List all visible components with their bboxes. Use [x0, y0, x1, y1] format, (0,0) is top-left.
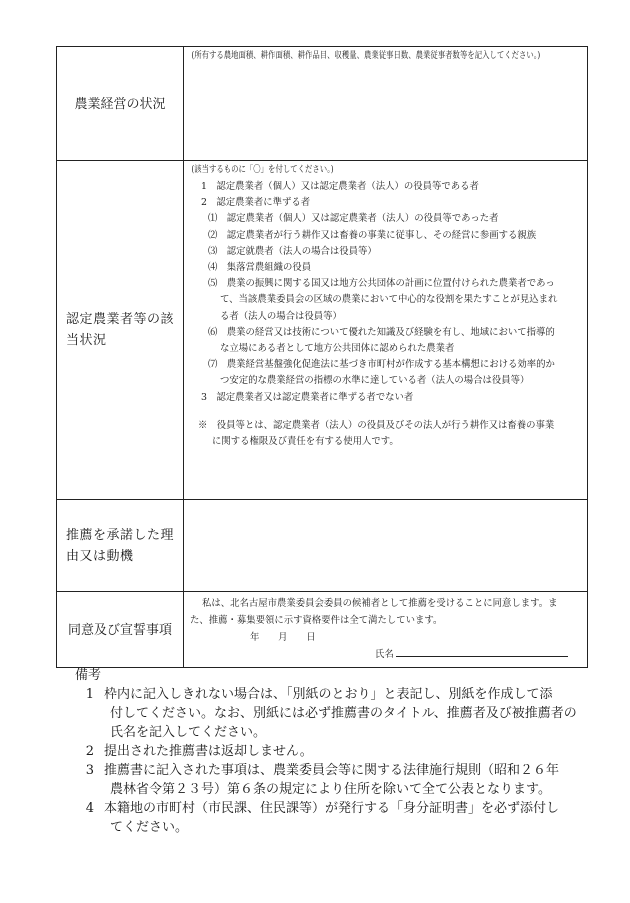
farm-status-label-cell: [57, 47, 184, 161]
name-input-line[interactable]: [396, 646, 568, 657]
remark-3-line2: 農林省令第２３号）第６条の規定により住所を除いて全て公表となります。: [110, 782, 551, 797]
consent-label: 同意及び宣誓事項: [67, 622, 172, 638]
certified-option-2: 2 認定農業者に準ずる者: [201, 197, 311, 209]
remark-3-number: 3: [85, 763, 94, 778]
remark-2-number: 2: [85, 744, 94, 759]
consent-body: [184, 592, 587, 663]
remarks-title: 備考: [75, 668, 102, 683]
remark-3: [66, 761, 606, 799]
remark-1-line1: 枠内に記入しきれない場合は、「別紙のとおり」と表記し、別紙を作成して添: [104, 687, 553, 702]
name-label: 氏名: [375, 649, 394, 660]
remark-3-line1: 推薦書に記入された事項は、農業委員会等に関する法律施行規則（昭和２６年: [104, 763, 560, 778]
remark-2-line1: 提出された推薦書は返却しません。: [104, 744, 313, 759]
certified-label-cell: [57, 161, 184, 500]
farm-status-note: (所有する農地面積、耕作面積、耕作品目、収穫量、農業従事日数、農業従事者数等を記入してください。): [191, 51, 541, 61]
consent-name-line: [190, 646, 581, 663]
remarks-section: [66, 666, 606, 837]
certified-sub-6: ⑹ 農業の経営又は技術について優れた知識及び経験を有し、地域において指導的: [208, 326, 555, 338]
reason-label-line2: 由又は動機: [65, 548, 134, 564]
certified-sub-4: ⑷ 集落営農組織の役員: [208, 262, 312, 274]
reason-label-cell: [57, 500, 184, 592]
remark-1: [66, 685, 606, 742]
farm-status-row: [57, 47, 588, 161]
certified-sub-5-cont2: る者（法人の場合は役員等）: [220, 310, 342, 322]
certified-label-line1: 認定農業者等の該: [65, 312, 174, 327]
remark-1-number: 1: [85, 687, 94, 702]
certified-row: [57, 161, 588, 500]
certified-note: (該当するものに「〇」を付してください。): [191, 165, 334, 175]
officer-note-line1: ※ 役員等とは、認定農業者（法人）の役員及びその法人が行う耕作又は畜養の事業: [198, 419, 555, 431]
certified-sub-2: ⑵ 認定農業者が行う耕作又は畜養の事業に従事し、その経営に参画する親族: [208, 229, 537, 241]
farm-status-label: 農業経営の状況: [74, 96, 166, 112]
remark-1-line3: 氏名を記入してください。: [110, 725, 267, 740]
recommendation-form-table: [56, 46, 588, 668]
certified-option-1: 1 認定農業者（個人）又は認定農業者（法人）の役員等である者: [201, 181, 479, 192]
certified-label-line2: 当状況: [65, 333, 107, 348]
reason-label-line1: 推薦を承諾した理: [65, 527, 174, 543]
consent-date[interactable]: 年 月 日: [250, 632, 316, 643]
farm-status-field[interactable]: [184, 47, 588, 161]
remark-1-line2: 付してください。なお、別紙には必ず推薦書のタイトル、推薦者及び被推薦者の: [110, 706, 577, 721]
certified-sub-6-cont: な立場にある者として地方公共団体に認められた農業者: [220, 343, 455, 355]
remark-4-line2: てください。: [110, 820, 189, 835]
consent-text-line1: 私は、北名古屋市農業委員会委員の候補者として推薦を受けることに同意します。ま: [202, 598, 558, 609]
certified-option-3: 3 認定農業者又は認定農業者に準ずる者でない者: [201, 391, 414, 403]
officer-note-line2: に関する権限及び責任を有する使用人です。: [212, 436, 399, 448]
certified-sub-7: ⑺ 農業経営基盤強化促進法に基づき市町村が作成する基本構想における効率的か: [208, 359, 555, 371]
certified-sub-5: ⑸ 農業の振興に関する国又は地方公共団体の計画に位置付けられた農業者であっ: [208, 278, 555, 290]
consent-label-cell: [57, 592, 184, 668]
consent-row: [57, 592, 588, 668]
certified-field[interactable]: [184, 161, 588, 500]
consent-field: [184, 592, 588, 668]
consent-text-line2: た、推薦・募集要領に示す資格要件は全て満たしています。: [190, 615, 443, 626]
reason-field[interactable]: [184, 500, 588, 592]
reason-row: [57, 500, 588, 592]
certified-sub-7-cont: つ安定的な農業経営の指標の水準に達している者（法人の場合は役員等）: [220, 375, 530, 387]
remark-2: [66, 742, 606, 761]
remark-4-number: 4: [85, 801, 94, 816]
remark-4: [66, 799, 606, 837]
spacer: [184, 406, 587, 418]
remark-4-line1: 本籍地の市町村（市民課、住民課等）が発行する「身分証明書」を必ず添付し: [104, 801, 560, 816]
certified-sub-5-cont1: て、当該農業委員会の区域の農業において中心的な役割を果たすことが見込まれ: [220, 294, 558, 306]
reason-label: [60, 525, 180, 567]
certified-label: [60, 309, 180, 351]
certified-sub-3: ⑶ 認定就農者（法人の場合は役員等）: [208, 245, 377, 257]
certified-sub-1: ⑴ 認定農業者（個人）又は認定農業者（法人）の役員等であった者: [208, 213, 499, 225]
